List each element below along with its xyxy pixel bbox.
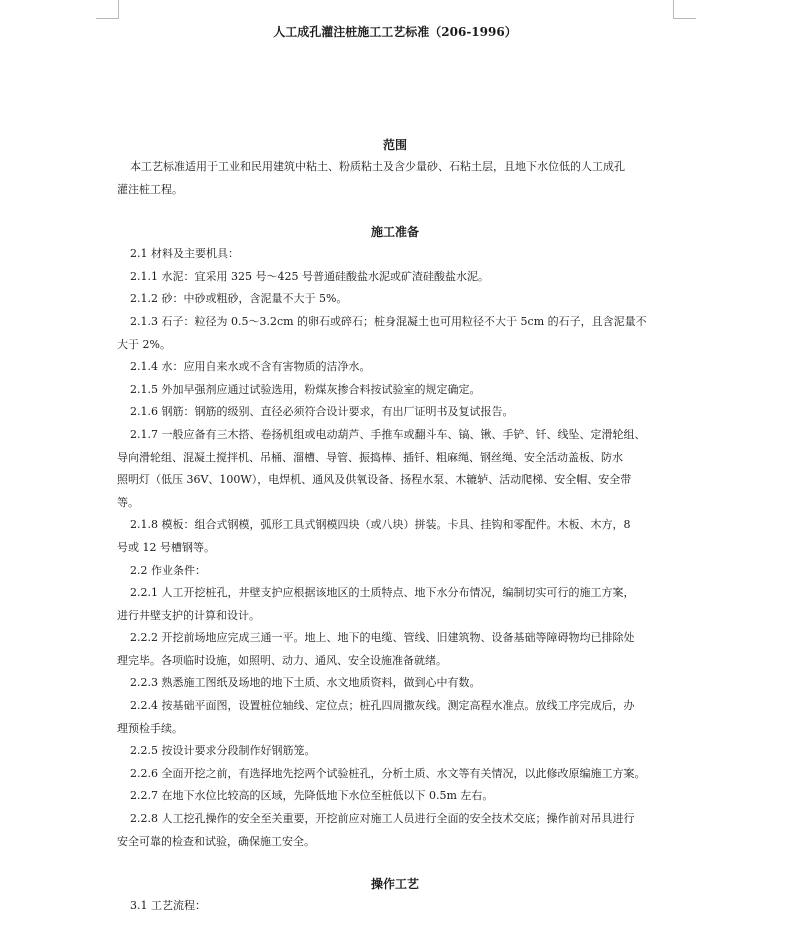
section-heading-scope: 范围 bbox=[382, 138, 407, 152]
paragraph-line: 2.1.4 水：应用自来水或不含有害物质的洁净水。 bbox=[130, 360, 371, 374]
paragraph-line: 2.2.5 按设计要求分段制作好钢筋笼。 bbox=[130, 744, 316, 758]
page-corner-mark-right bbox=[673, 0, 696, 19]
section-heading-operation: 操作工艺 bbox=[370, 877, 419, 892]
paragraph-line: 2.2.7 在地下水位比较高的区域，先降低地下水位至桩低以下 0.5m 左右。 bbox=[130, 789, 494, 803]
page-corner-mark-left bbox=[96, 0, 119, 19]
paragraph-line: 本工艺标准适用于工业和民用建筑中粘土、粉质粘土及含少量砂、石粘土层，且地下水位低的人工成孔 bbox=[130, 160, 625, 173]
paragraph-line: 2.1.7 一般应备有三木搭、卷扬机组或电动葫芦、手推车或翻斗车、镐、锹、手铲、钎、线坠、定滑轮组、 bbox=[130, 427, 646, 441]
document-page bbox=[117, 22, 673, 918]
paragraph-line: 3.1 工艺流程： bbox=[130, 899, 206, 913]
paragraph-line: 理完毕。各项临时设施，如照明、动力、通风、安全设施准备就绪。 bbox=[117, 653, 447, 667]
paragraph-line: 进行井壁支护的计算和设计。 bbox=[117, 608, 260, 622]
paragraph-line: 2.1.1 水泥：宜采用 325 号～425 号普通硅酸盐水泥或矿渣硅酸盐水泥。 bbox=[130, 269, 489, 283]
paragraph-line: 安全可靠的检查和试验，确保施工安全。 bbox=[117, 834, 315, 848]
paragraph-line: 2.1.2 砂：中砂或粗砂，含泥量不大于 5%。 bbox=[130, 292, 348, 306]
paragraph-line: 2.2.4 按基础平面图，设置桩位轴线、定位点；桩孔四周撒灰线。测定高程水准点。放线工序完成后，办 bbox=[130, 699, 635, 713]
section-heading-preparation: 施工准备 bbox=[370, 225, 419, 240]
paragraph-line: 2.2.3 熟悉施工图纸及场地的地下土质、水文地质资料，做到心中有数。 bbox=[130, 676, 481, 690]
paragraph-line: 2.2 作业条件： bbox=[130, 563, 206, 577]
paragraph-line: 2.2.2 开挖前场地应完成三通一平。地上、地下的电缆、管线、旧建筑物、设备基础等障碍物均已排除处 bbox=[130, 631, 635, 645]
paragraph-line: 2.1 材料及主要机具： bbox=[130, 247, 239, 261]
paragraph-line: 理预检手续。 bbox=[117, 721, 183, 735]
paragraph-line: 照明灯（低压 36V、100W），电焊机、通风及供氧设备、扬程水泵、木辘轳、活动爬梯、安全帽、安全带 bbox=[117, 473, 632, 487]
paragraph-line: 2.1.5 外加早强剂应通过试验选用，粉煤灰掺合料按试验室的规定确定。 bbox=[130, 382, 481, 396]
paragraph-line: 大于 2%。 bbox=[117, 337, 171, 351]
paragraph-line: 灌注桩工程。 bbox=[117, 182, 183, 196]
paragraph-line: 2.1.8 模板：组合式钢模，弧形工具式钢模四块（或八块）拼装。卡具、挂钩和零配件。木板、木方，8 bbox=[130, 518, 631, 532]
paragraph-line: 导向滑轮组、混凝土搅拌机、吊桶、溜槽、导管、振捣棒、插钎、粗麻绳、钢丝绳、安全活动盖板、防水 bbox=[117, 450, 623, 464]
paragraph-line: 2.2.6 全面开挖之前，有选择地先挖两个试验桩孔，分析土质、水文等有关情况，以此修改原编施工方案。 bbox=[130, 766, 646, 780]
paragraph-line: 2.2.1 人工开挖桩孔，井壁支护应根据该地区的土质特点、地下水分布情况，编制切实可行的施工方案， bbox=[130, 586, 635, 600]
paragraph-line: 2.1.6 钢筋：钢筋的级别、直径必须符合设计要求，有出厂证明书及复试报告。 bbox=[130, 405, 514, 419]
paragraph-line: 等。 bbox=[117, 495, 139, 509]
paragraph-line: 2.1.3 石子：粒径为 0.5～3.2cm 的卵石或碎石；桩身混凝土也可用粒径不大于 5cm 的石子，且含泥量不 bbox=[130, 314, 647, 328]
paragraph-line: 2.2.8 人工挖孔操作的安全至关重要，开挖前应对施工人员进行全面的安全技术交底；操作前对吊具进行 bbox=[130, 812, 635, 826]
paragraph-line: 号或 12 号槽钢等。 bbox=[117, 540, 215, 554]
document-title: 人工成孔灌注桩施工工艺标准（206-1996） bbox=[273, 25, 517, 39]
